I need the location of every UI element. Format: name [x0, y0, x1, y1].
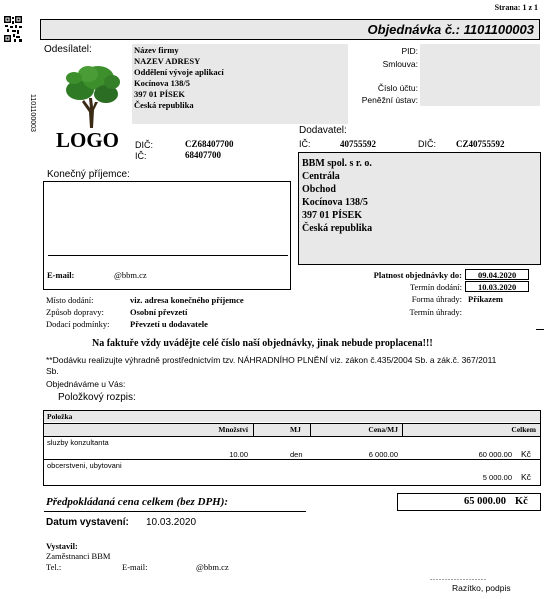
- tree-logo-icon: [62, 60, 122, 130]
- items-header-item-bg: [44, 411, 540, 422]
- sender-address: [134, 45, 224, 111]
- podminky-label: Dodací podmínky:: [46, 319, 110, 329]
- page-number: [495, 3, 538, 12]
- supplier-city: 397 01 PÍSEK: [302, 210, 363, 221]
- table-line: [44, 436, 540, 437]
- platnost-value: 09.04.2020: [478, 270, 517, 280]
- total-label: Předpokládaná cena celkem (bez DPH):: [46, 496, 229, 508]
- recipient-email: @bbm.cz: [114, 270, 147, 280]
- sender-country: Česká republika: [134, 100, 194, 110]
- platnost-label: Platnost objednávky do:: [373, 270, 462, 280]
- row-price: 6 000.00: [368, 450, 398, 459]
- row-item-name: obcerstveni, ubytovani: [47, 461, 122, 470]
- zpusob-label: Způsob dopravy:: [46, 307, 104, 317]
- recipient-divider: [48, 255, 288, 256]
- row-unit: den: [290, 450, 303, 459]
- total-underline: [44, 511, 306, 512]
- issuer-tel-label: Tel.:: [46, 562, 62, 572]
- forma-value: Příkazem: [468, 294, 503, 304]
- sender-department: Oddělení vývoje aplikací: [134, 67, 224, 77]
- order-number: 1101100003: [463, 22, 534, 37]
- issued-label: Datum vystavení:: [46, 517, 129, 528]
- misto-label: Místo dodání:: [46, 295, 94, 305]
- row-total: 5 000.00: [482, 473, 512, 482]
- signature-dots: ...................: [430, 573, 487, 582]
- forma-label: Forma úhrady:: [411, 294, 462, 304]
- table-col-divider: [253, 424, 254, 436]
- legal-line-1: **Dodávku realizujte výhradně prostřednictvím tzv. NÁHRADNÍHO PLNĚNÍ viz. zákon č.435/2004 Sb. a zák.č. 367/2011: [46, 355, 497, 365]
- sender-city: 397 01 PÍSEK: [134, 89, 186, 99]
- row-currency: Kč: [521, 449, 531, 459]
- sender-dic-label: DIČ:: [135, 140, 153, 150]
- col-unit-header: MJ: [290, 425, 301, 434]
- supplier-dic: CZ40755592: [456, 139, 505, 149]
- termin-label: Termín dodání:: [409, 282, 462, 292]
- supplier-line3: Obchod: [302, 184, 336, 195]
- invoice-notice: Na faktuře vždy uvádějte celé číslo naší objednávky, jinak nebude proplacena!!!: [92, 338, 433, 349]
- pid-label: PID:: [401, 46, 418, 56]
- issuer-name: Zaměstnanci BBM: [46, 551, 111, 561]
- ordering-from: Objednáváme u Vás:: [46, 379, 126, 389]
- total-value: 65 000.00: [464, 496, 506, 507]
- page-value: 1 z 1: [522, 3, 538, 12]
- cislo-uctu-label: Číslo účtu:: [377, 83, 418, 93]
- supplier-dic-label: DIČ:: [418, 139, 436, 149]
- penezni-ustav-label: Peněžní ústav:: [361, 95, 418, 105]
- supplier-label: Dodavatel:: [299, 125, 347, 136]
- col-qty-header: Množství: [218, 425, 248, 434]
- recipient-label: Konečný příjemce:: [47, 169, 130, 180]
- misto-value: viz. adresa konečného příjemce: [130, 295, 244, 305]
- legal-line-2: Sb.: [46, 366, 59, 376]
- sender-dic: CZ68407700: [185, 139, 234, 149]
- supplier-name: BBM spol. s r. o.: [302, 158, 372, 169]
- items-label: Položkový rozpis:: [58, 392, 136, 403]
- supplier-line2: Centrála: [302, 171, 340, 182]
- supplier-address: [302, 157, 372, 235]
- sender-label: Odesílatel:: [44, 44, 92, 55]
- row-total: 60 000.00: [478, 450, 512, 459]
- qr-code: [4, 16, 22, 42]
- supplier-ic-label: IČ:: [299, 139, 311, 149]
- col-item-header: Položka: [47, 412, 73, 421]
- sender-address-title: NAZEV ADRESY: [134, 56, 201, 66]
- sender-ic-label: IČ:: [135, 151, 147, 161]
- termin-value: 10.03.2020: [478, 282, 517, 292]
- sender-name: Název firmy: [134, 45, 179, 55]
- termin-uhrady-label: Termín úhrady:: [409, 307, 462, 317]
- podminky-value: Převzetí u dodavatele: [130, 319, 208, 329]
- col-price-header: Cena/MJ: [368, 425, 398, 434]
- sender-ic: 68407700: [185, 150, 221, 160]
- issuer-label: Vystavil:: [46, 541, 78, 551]
- order-label: Objednávka č.:: [367, 22, 460, 37]
- supplier-ic: 40755592: [340, 139, 376, 149]
- issuer-email-label: E-mail:: [122, 562, 148, 572]
- total-currency: Kč: [515, 496, 528, 507]
- col-total-header: Celkem: [511, 425, 536, 434]
- tick-mark: [536, 329, 544, 330]
- table-col-divider: [310, 424, 311, 436]
- row-qty: 10.00: [229, 450, 248, 459]
- recipient-email-label: E-mail:: [47, 270, 75, 280]
- table-line: [44, 459, 540, 460]
- signature-label: Razítko, podpis: [452, 583, 511, 593]
- page-label: Strana:: [494, 3, 521, 12]
- supplier-street: Kocínova 138/5: [302, 197, 368, 208]
- issued-date: 10.03.2020: [146, 517, 197, 528]
- smlouva-label: Smlouva:: [382, 59, 418, 69]
- order-title: [368, 22, 534, 37]
- sender-street: Kocínova 138/5: [134, 78, 190, 88]
- supplier-country: Česká republika: [302, 223, 373, 234]
- meta-bg: [420, 44, 540, 106]
- side-order-code: 1101100003: [29, 94, 36, 132]
- issuer-email: @bbm.cz: [196, 562, 229, 572]
- recipient-box: [43, 181, 291, 290]
- table-col-divider: [402, 424, 403, 436]
- row-currency: Kč: [521, 472, 531, 482]
- row-item-name: sluzby konzultanta: [47, 438, 109, 447]
- logo-text: LOGO: [56, 128, 120, 152]
- zpusob-value: Osobní převzetí: [130, 307, 188, 317]
